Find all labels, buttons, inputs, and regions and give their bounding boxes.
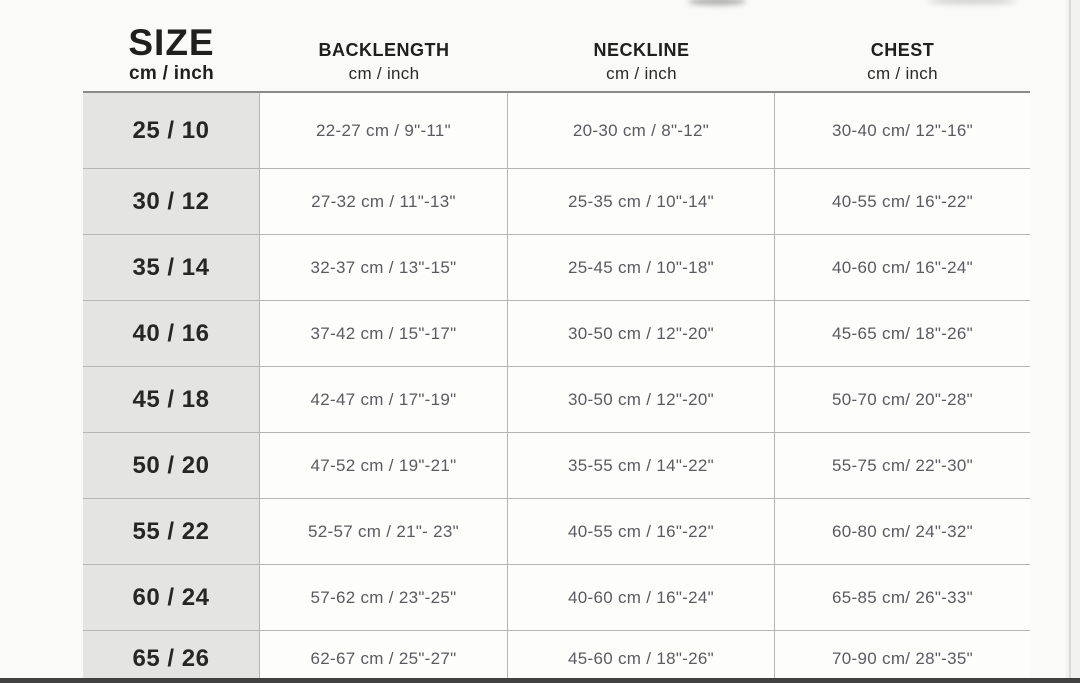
table-row xyxy=(83,498,1030,564)
size-cell: 55 / 22 xyxy=(83,499,260,564)
size-cell: 35 / 14 xyxy=(83,235,260,300)
neckline-cell: 35-55 cm / 14"-22" xyxy=(508,433,775,498)
backlength-cell: 52-57 cm / 21"- 23" xyxy=(260,499,508,564)
backlength-cell: 22-27 cm / 9"-11" xyxy=(260,93,508,168)
column-header-size xyxy=(83,24,260,85)
table-row xyxy=(83,300,1030,366)
neckline-header-title: NECKLINE xyxy=(593,40,690,60)
backlength-cell: 27-32 cm / 11"-13" xyxy=(260,169,508,234)
backlength-cell: 37-42 cm / 15"-17" xyxy=(260,301,508,366)
neckline-cell: 45-60 cm / 18"-26" xyxy=(508,631,775,683)
table-row xyxy=(83,366,1030,432)
chest-cell: 40-55 cm/ 16"-22" xyxy=(775,169,1030,234)
photo-bottom-edge-bar xyxy=(0,678,1080,683)
photo-smudge-artifact xyxy=(928,0,1016,4)
chest-cell: 60-80 cm/ 24"-32" xyxy=(775,499,1030,564)
size-header-title: SIZE xyxy=(128,22,215,63)
chest-header-title: CHEST xyxy=(870,40,935,60)
backlength-cell: 57-62 cm / 23"-25" xyxy=(260,565,508,630)
neckline-cell: 25-35 cm / 10"-14" xyxy=(508,169,775,234)
column-header-chest xyxy=(775,40,1030,84)
chest-cell: 40-60 cm/ 16"-24" xyxy=(775,235,1030,300)
table-row xyxy=(83,564,1030,630)
chest-cell: 55-75 cm/ 22"-30" xyxy=(775,433,1030,498)
chest-cell: 45-65 cm/ 18"-26" xyxy=(775,301,1030,366)
size-table xyxy=(83,91,1030,683)
backlength-header-units: cm / inch xyxy=(348,64,420,83)
column-header-neckline xyxy=(508,40,775,84)
backlength-cell: 42-47 cm / 17"-19" xyxy=(260,367,508,432)
column-header-backlength xyxy=(260,40,508,84)
photo-smudge-artifact xyxy=(688,0,746,5)
size-cell: 60 / 24 xyxy=(83,565,260,630)
table-row xyxy=(83,234,1030,300)
neckline-cell: 40-55 cm / 16"-22" xyxy=(508,499,775,564)
neckline-header-units: cm / inch xyxy=(606,64,677,83)
neckline-cell: 25-45 cm / 10"-18" xyxy=(508,235,775,300)
chest-cell: 30-40 cm/ 12"-16" xyxy=(775,93,1030,168)
chest-cell: 65-85 cm/ 26"-33" xyxy=(775,565,1030,630)
chest-cell: 50-70 cm/ 20"-28" xyxy=(775,367,1030,432)
neckline-cell: 40-60 cm / 16"-24" xyxy=(508,565,775,630)
backlength-cell: 32-37 cm / 13"-15" xyxy=(260,235,508,300)
backlength-cell: 62-67 cm / 25"-27" xyxy=(260,631,508,683)
table-row xyxy=(83,168,1030,234)
size-cell: 40 / 16 xyxy=(83,301,260,366)
backlength-header-title: BACKLENGTH xyxy=(318,40,450,60)
chest-cell: 70-90 cm/ 28"-35" xyxy=(775,631,1030,683)
size-cell: 25 / 10 xyxy=(83,93,260,168)
backlength-cell: 47-52 cm / 19"-21" xyxy=(260,433,508,498)
neckline-cell: 20-30 cm / 8"-12" xyxy=(508,93,775,168)
chest-header-units: cm / inch xyxy=(867,64,938,83)
size-header-units: cm / inch xyxy=(128,62,215,84)
table-row xyxy=(83,630,1030,683)
size-cell: 50 / 20 xyxy=(83,433,260,498)
table-row xyxy=(83,93,1030,168)
size-cell: 65 / 26 xyxy=(83,631,260,683)
neckline-cell: 30-50 cm / 12"-20" xyxy=(508,367,775,432)
size-cell: 30 / 12 xyxy=(83,169,260,234)
neckline-cell: 30-50 cm / 12"-20" xyxy=(508,301,775,366)
photo-right-edge-line xyxy=(1069,0,1071,683)
size-cell: 45 / 18 xyxy=(83,367,260,432)
table-row xyxy=(83,432,1030,498)
